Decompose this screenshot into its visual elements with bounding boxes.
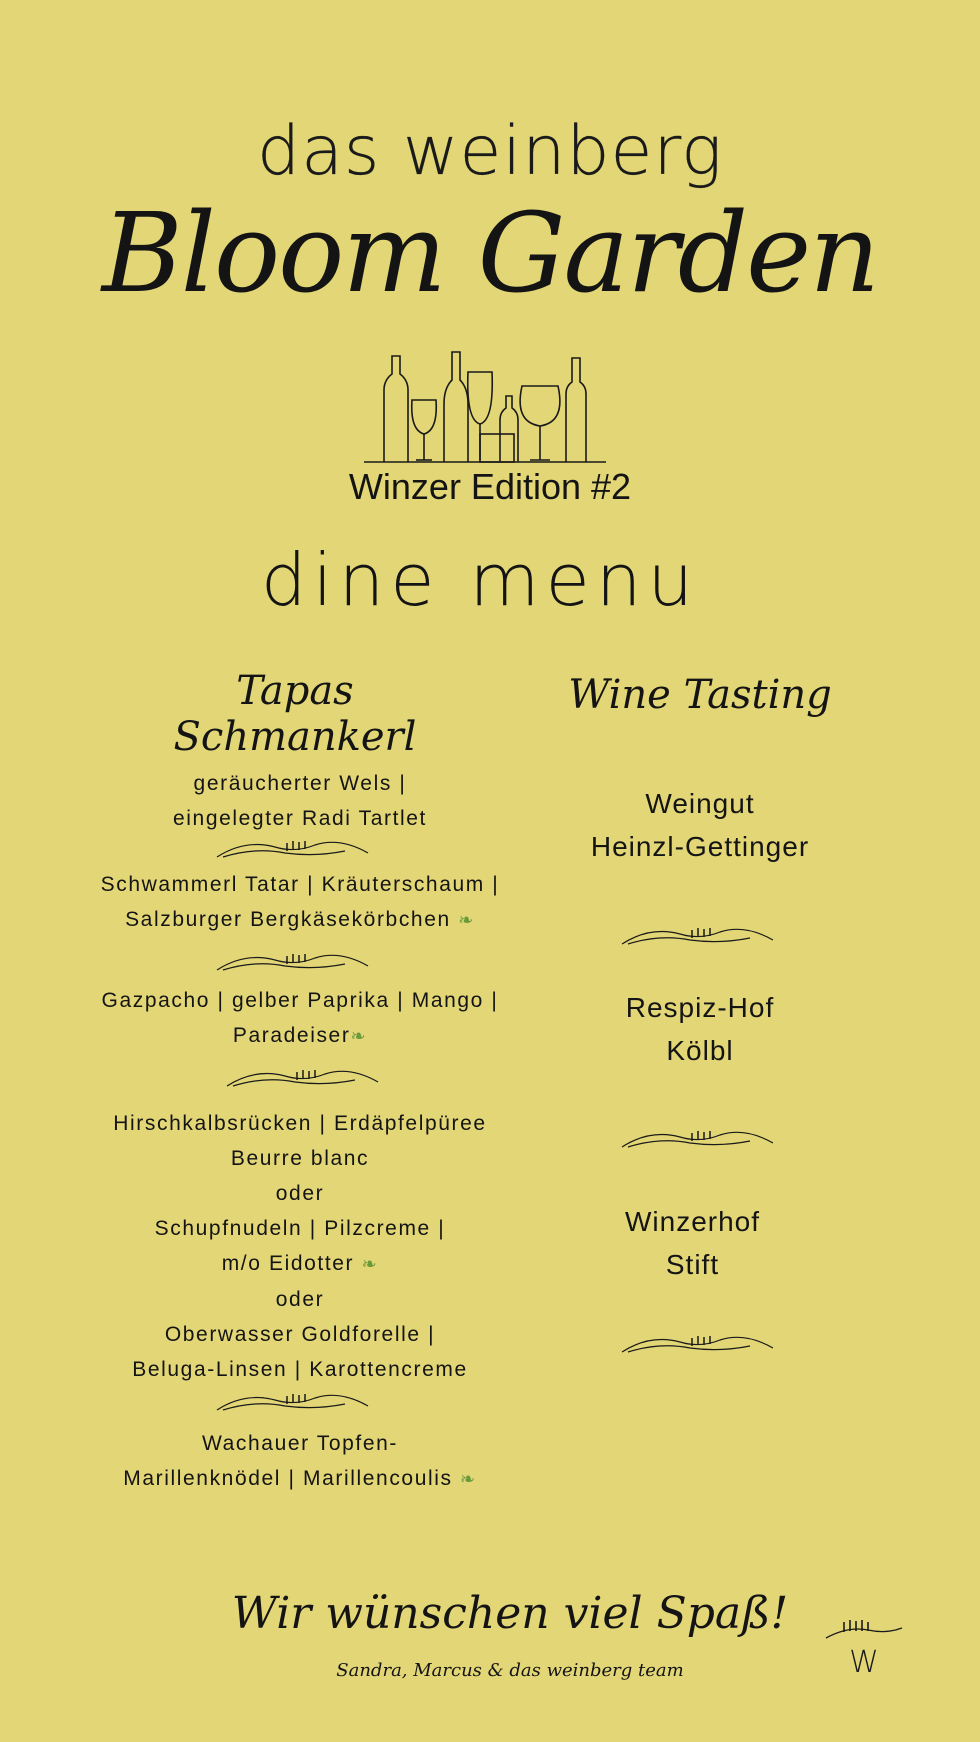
- course-line: Gazpacho | gelber Paprika | Mango |: [101, 989, 499, 1012]
- brand-name: das weinberg: [257, 112, 723, 191]
- winery-1: [560, 782, 840, 868]
- vineyard-hill-divider: [215, 948, 370, 972]
- leaf-icon: ❧: [361, 1254, 379, 1274]
- wine-column-heading: Wine Tasting: [568, 672, 832, 718]
- winery-line: Weingut: [645, 788, 755, 819]
- food-column-heading: Tapas Schmankerl: [173, 668, 417, 760]
- course-line: Wachauer Topfen-: [201, 1432, 399, 1455]
- course-line: Beurre blanc: [230, 1147, 370, 1170]
- course-line: Beluga-Linsen | Karottencreme: [132, 1358, 468, 1381]
- course-line: oder: [275, 1288, 325, 1311]
- course-line: Salzburger Bergkäsekörbchen ❧: [125, 908, 475, 931]
- course-line: Hirschkalbsrücken | Erdäpfelpüree: [113, 1112, 487, 1135]
- vineyard-hill-divider: [620, 1125, 775, 1149]
- wine-bottles-illustration: [360, 350, 610, 466]
- logo-letter: W: [849, 1645, 879, 1680]
- vineyard-hill-divider: [225, 1064, 380, 1088]
- vineyard-hill-icon: [824, 1612, 904, 1642]
- vineyard-hill-divider: [215, 835, 370, 859]
- vineyard-hill-divider: [215, 1388, 370, 1412]
- event-title: Bloom Garden: [101, 189, 879, 317]
- menu-title: dine menu: [260, 538, 700, 622]
- course-line: m/o Eidotter ❧: [221, 1252, 379, 1275]
- closing-message: Wir wünschen viel Spaß!: [231, 1588, 789, 1639]
- winery-line: Heinzl-Gettinger: [590, 831, 810, 862]
- course-line: Marillenknödel | Marillencoulis ❧: [123, 1467, 477, 1490]
- vineyard-hill-divider: [620, 1330, 775, 1354]
- leaf-icon: ❧: [460, 1469, 477, 1489]
- course-line: oder: [275, 1182, 325, 1205]
- weinberg-logo: [824, 1612, 904, 1682]
- course-line: geräucherter Wels |: [193, 772, 407, 795]
- winery-line: Respiz-Hof: [625, 992, 775, 1023]
- leaf-icon: ❧: [350, 1026, 368, 1046]
- course-line: Paradeiser❧: [232, 1024, 368, 1047]
- winery-3: [560, 1200, 825, 1286]
- course-line: Oberwasser Goldforelle |: [164, 1323, 436, 1346]
- course-3: [70, 983, 530, 1054]
- course-line: Schupfnudeln | Pilzcreme |: [154, 1217, 446, 1240]
- course-2: [70, 867, 530, 938]
- course-1: [80, 766, 520, 836]
- course-5: [80, 1426, 520, 1497]
- winery-line: Winzerhof: [624, 1206, 761, 1237]
- leaf-icon: ❧: [458, 910, 475, 930]
- course-4: [80, 1106, 520, 1387]
- course-line: Schwammerl Tatar | Kräuterschaum |: [100, 873, 500, 896]
- vineyard-hill-divider: [620, 922, 775, 946]
- signature: Sandra, Marcus & das weinberg team: [336, 1660, 684, 1681]
- winery-2: [560, 986, 840, 1072]
- edition-label: Winzer Edition #2: [348, 466, 632, 507]
- winery-line: Stift: [665, 1249, 720, 1280]
- course-line: eingelegter Radi Tartlet: [173, 807, 427, 830]
- winery-line: Kölbl: [666, 1035, 734, 1066]
